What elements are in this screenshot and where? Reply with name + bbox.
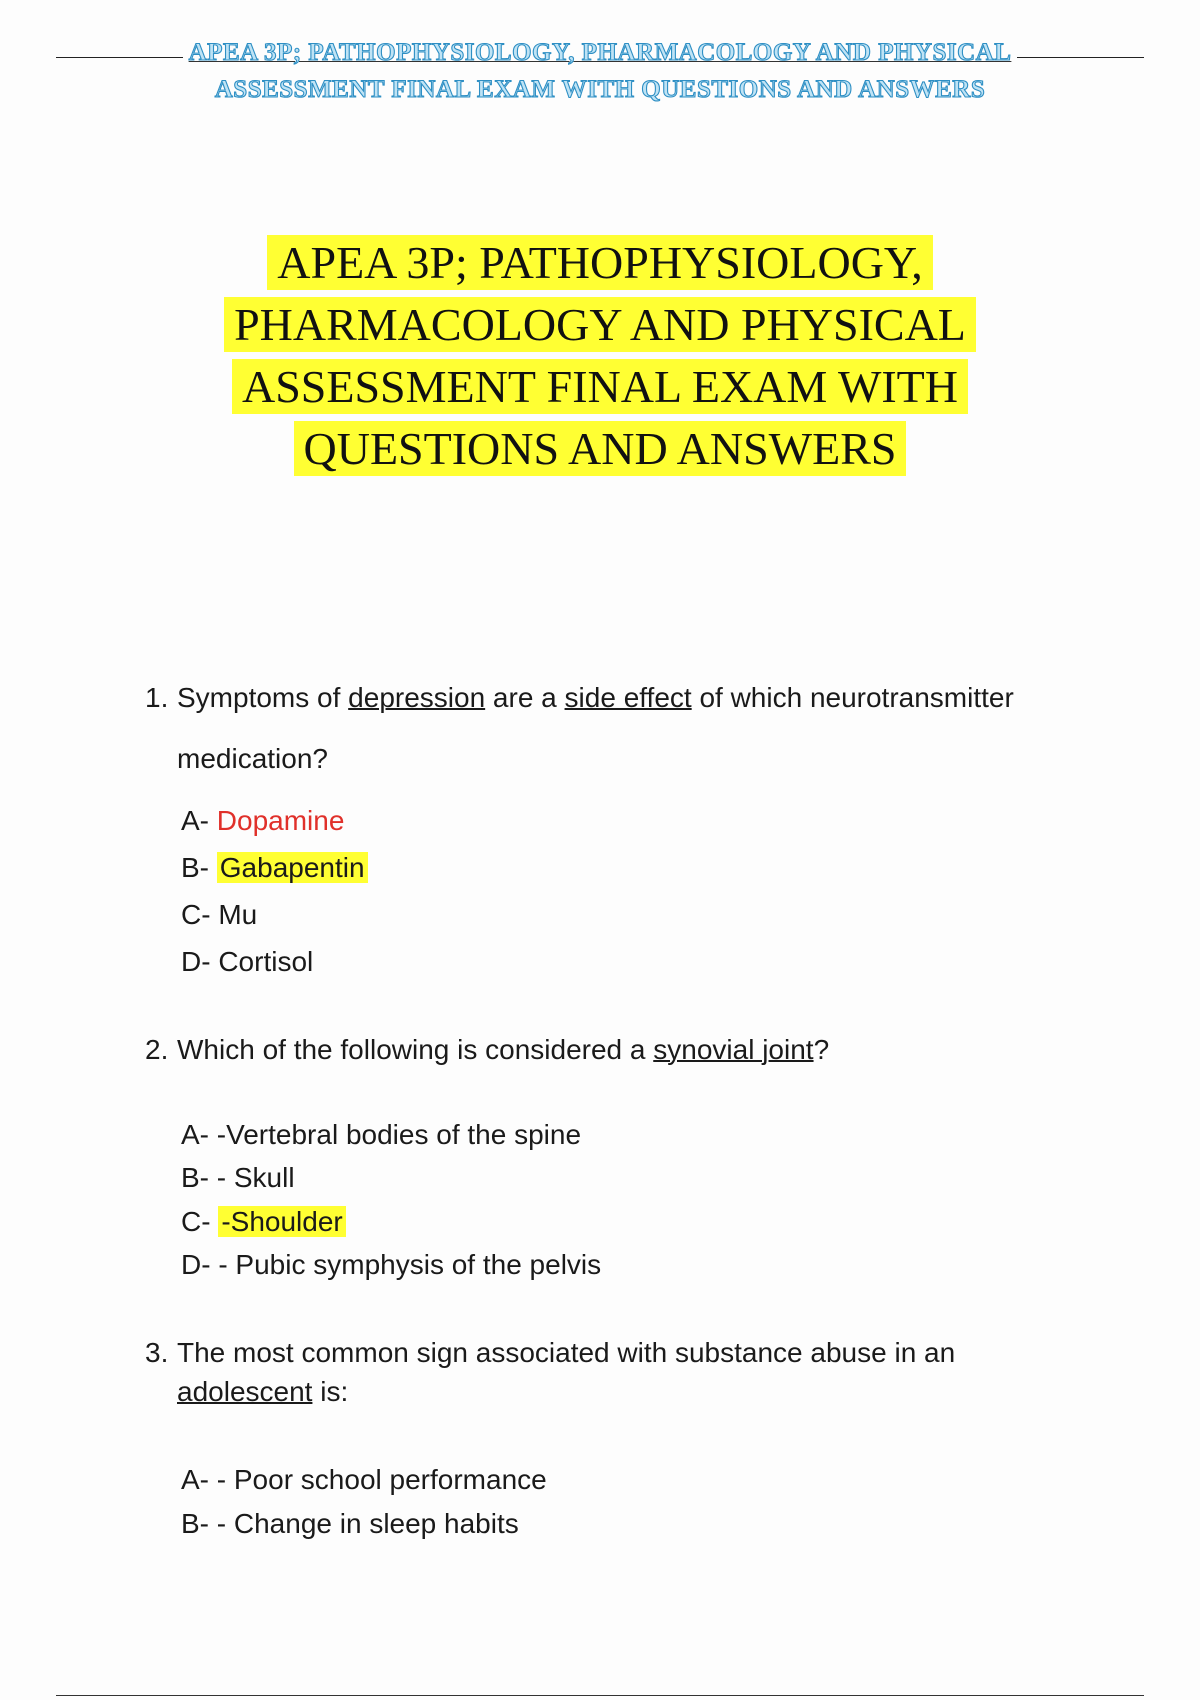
title-line-2: PHARMACOLOGY AND PHYSICAL xyxy=(224,297,976,352)
highlighted-answer: Gabapentin xyxy=(217,852,368,883)
answer-option: B- Gabapentin xyxy=(181,852,368,884)
question-text-continued: medication? xyxy=(177,743,328,774)
question-number: 3. xyxy=(145,1337,169,1368)
question-number: 2. xyxy=(145,1034,169,1065)
question-1 xyxy=(145,680,1085,776)
underlined-term: side effect xyxy=(564,682,692,713)
underlined-term: adolescent xyxy=(177,1376,313,1407)
question-3 xyxy=(145,1335,1085,1409)
answer-option: D- - Pubic symphysis of the pelvis xyxy=(181,1249,602,1280)
answer-option: B- - Change in sleep habits xyxy=(181,1508,519,1539)
running-header-text-2: ASSESSMENT FINAL EXAM WITH QUESTIONS AND ANSWERS xyxy=(214,76,986,103)
document-title xyxy=(0,232,1200,480)
underlined-term: synovial joint xyxy=(653,1034,814,1065)
title-line-1: APEA 3P; PATHOPHYSIOLOGY, xyxy=(267,235,932,290)
question-text: Symptoms of depression are a side effect of which neurotransmitter xyxy=(177,682,1014,713)
title-line-3: ASSESSMENT FINAL EXAM WITH xyxy=(232,359,968,414)
question-text: The most common sign associated with substance abuse in an xyxy=(177,1337,956,1368)
running-header-line-1 xyxy=(56,34,1144,71)
running-header-text-1: APEA 3P; PATHOPHYSIOLOGY, PHARMACOLOGY AND PHYSICAL xyxy=(188,39,1012,66)
answer-option: B- - Skull xyxy=(181,1162,295,1193)
question-number: 1. xyxy=(145,682,169,713)
question-text: Which of the following is considered a synovial joint? xyxy=(177,1034,830,1065)
header-rule-right xyxy=(1017,57,1144,58)
question-2 xyxy=(145,1032,1085,1067)
header-rule-left xyxy=(56,57,183,58)
title-line-4: QUESTIONS AND ANSWERS xyxy=(294,421,907,476)
answer-option: A- - Poor school performance xyxy=(181,1464,547,1495)
question-text-continued: adolescent is: xyxy=(177,1376,349,1407)
answer-option: A- -Vertebral bodies of the spine xyxy=(181,1119,582,1150)
highlighted-answer: -Shoulder xyxy=(218,1206,345,1237)
underlined-term: depression xyxy=(348,682,486,713)
answer-option: D- Cortisol xyxy=(181,946,314,977)
footer-rule xyxy=(56,1695,1144,1696)
answer-option: C- Mu xyxy=(181,899,258,930)
answer-option: A- Dopamine xyxy=(181,805,345,836)
marked-answer: Dopamine xyxy=(216,805,345,836)
answer-option: C- -Shoulder xyxy=(181,1206,346,1238)
running-header xyxy=(56,34,1144,108)
